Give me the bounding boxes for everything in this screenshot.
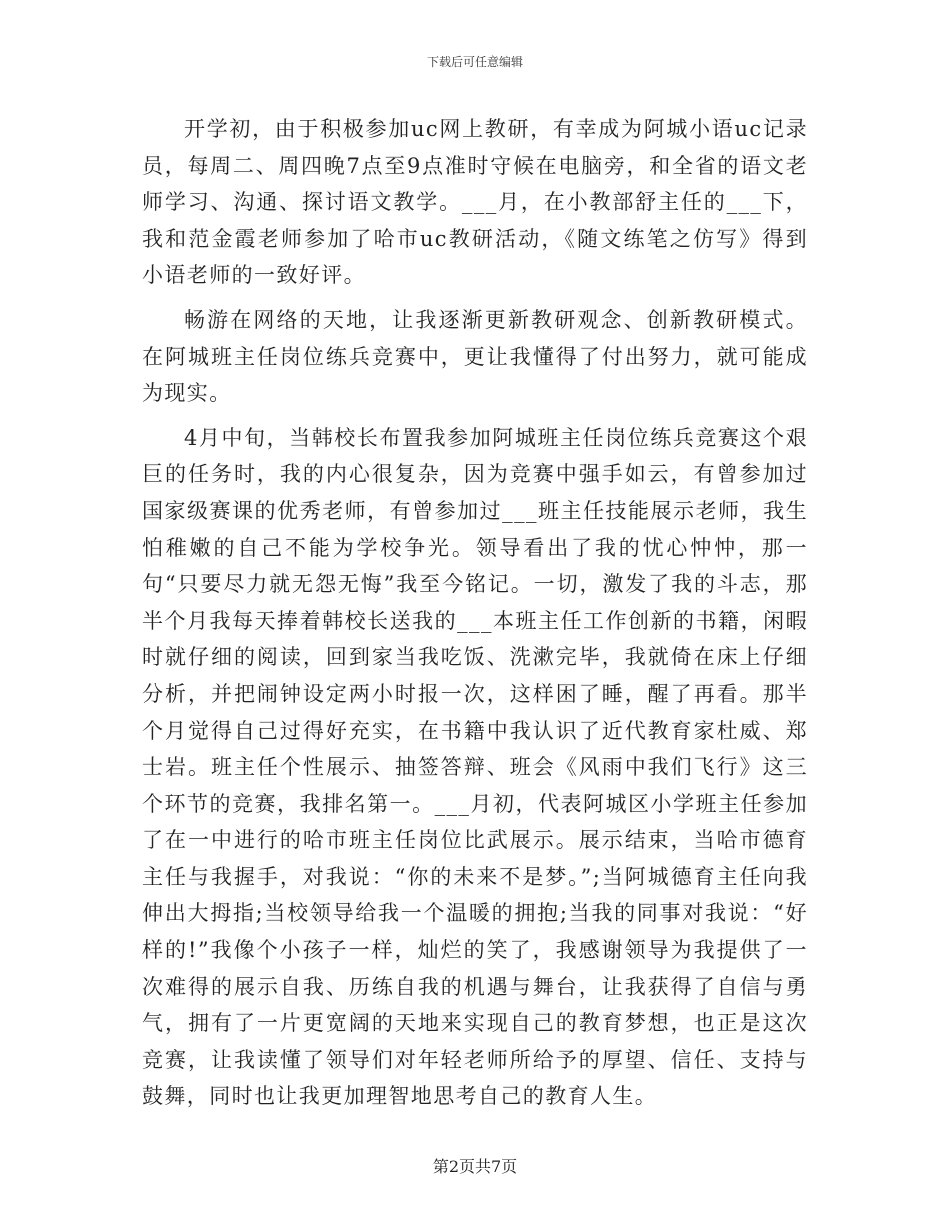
document-body	[142, 111, 808, 1123]
page-number: 第2页共7页	[432, 1157, 518, 1176]
page-header: 下载后可任意编辑	[426, 55, 523, 69]
paragraph-uc-teaching: 开学初，由于积极参加uc网上教研，有幸成为阿城小语uc记录员，每周二、周四晚7点至9点准时守候在电脑旁，和全省的语文老师学习、沟通、探讨语文教学。___月，在小教部舒主任的___下，我和范金霞老师参加了哈市uc教研活动，《随文练笔之仿写》得到小语老师的一致好评。	[142, 117, 808, 288]
paragraph-network-research: 畅游在网络的天地，让我逐渐更新教研观念、创新教研模式。在阿城班主任岗位练兵竞赛中，更让我懂得了付出努力，就可能成为现实。	[142, 307, 808, 406]
paragraph-competition: 4月中旬，当韩校长布置我参加阿城班主任岗位练兵竞赛这个艰巨的任务时，我的内心很复杂，因为竞赛中强手如云，有曾参加过国家级赛课的优秀老师，有曾参加过___班主任技能展示老师，我生怕稚嫩的自己不能为学校争光。领导看出了我的忧心忡忡，那一句“只要尽力就无怨无悔”我至今铭记。一切，激发了我的斗志，那半个月我每天捧着韩校长送我的___本班主任工作创新的书籍，闲暇时就仔细的阅读，回到家当我吃饭、洗漱完毕，我就倚在床上仔细分析，并把闹钟设定两小时报一次，这样困了睡，醒了再看。那半个月觉得自己过得好充实，在书籍中我认识了近代教育家杜威、郑士岩。班主任个性展示、抽签答辩、班会《风雨中我们飞行》这三个环节的竞赛，我排名第一。___月初，代表阿城区小学班主任参加了在一中进行的哈市班主任岗位比武展示。展示结束，当哈市德育主任与我握手，对我说：“你的未来不是梦。”;当阿城德育主任向我伸出大拇指;当校领导给我一个温暖的拥抱;当我的同事对我说：“好样的!”我像个小孩子一样，灿烂的笑了，我感谢领导为我提供了一次难得的展示自我、历练自我的机遇与舞台，让我获得了自信与勇气，拥有了一片更宽阔的天地来实现自己的教育梦想，也正是这次竞赛，让我读懂了领导们对年轻老师所给予的厚望、信任、支持与鼓舞，同时也让我更加理智地思考自己的教育人生。	[142, 425, 808, 1109]
